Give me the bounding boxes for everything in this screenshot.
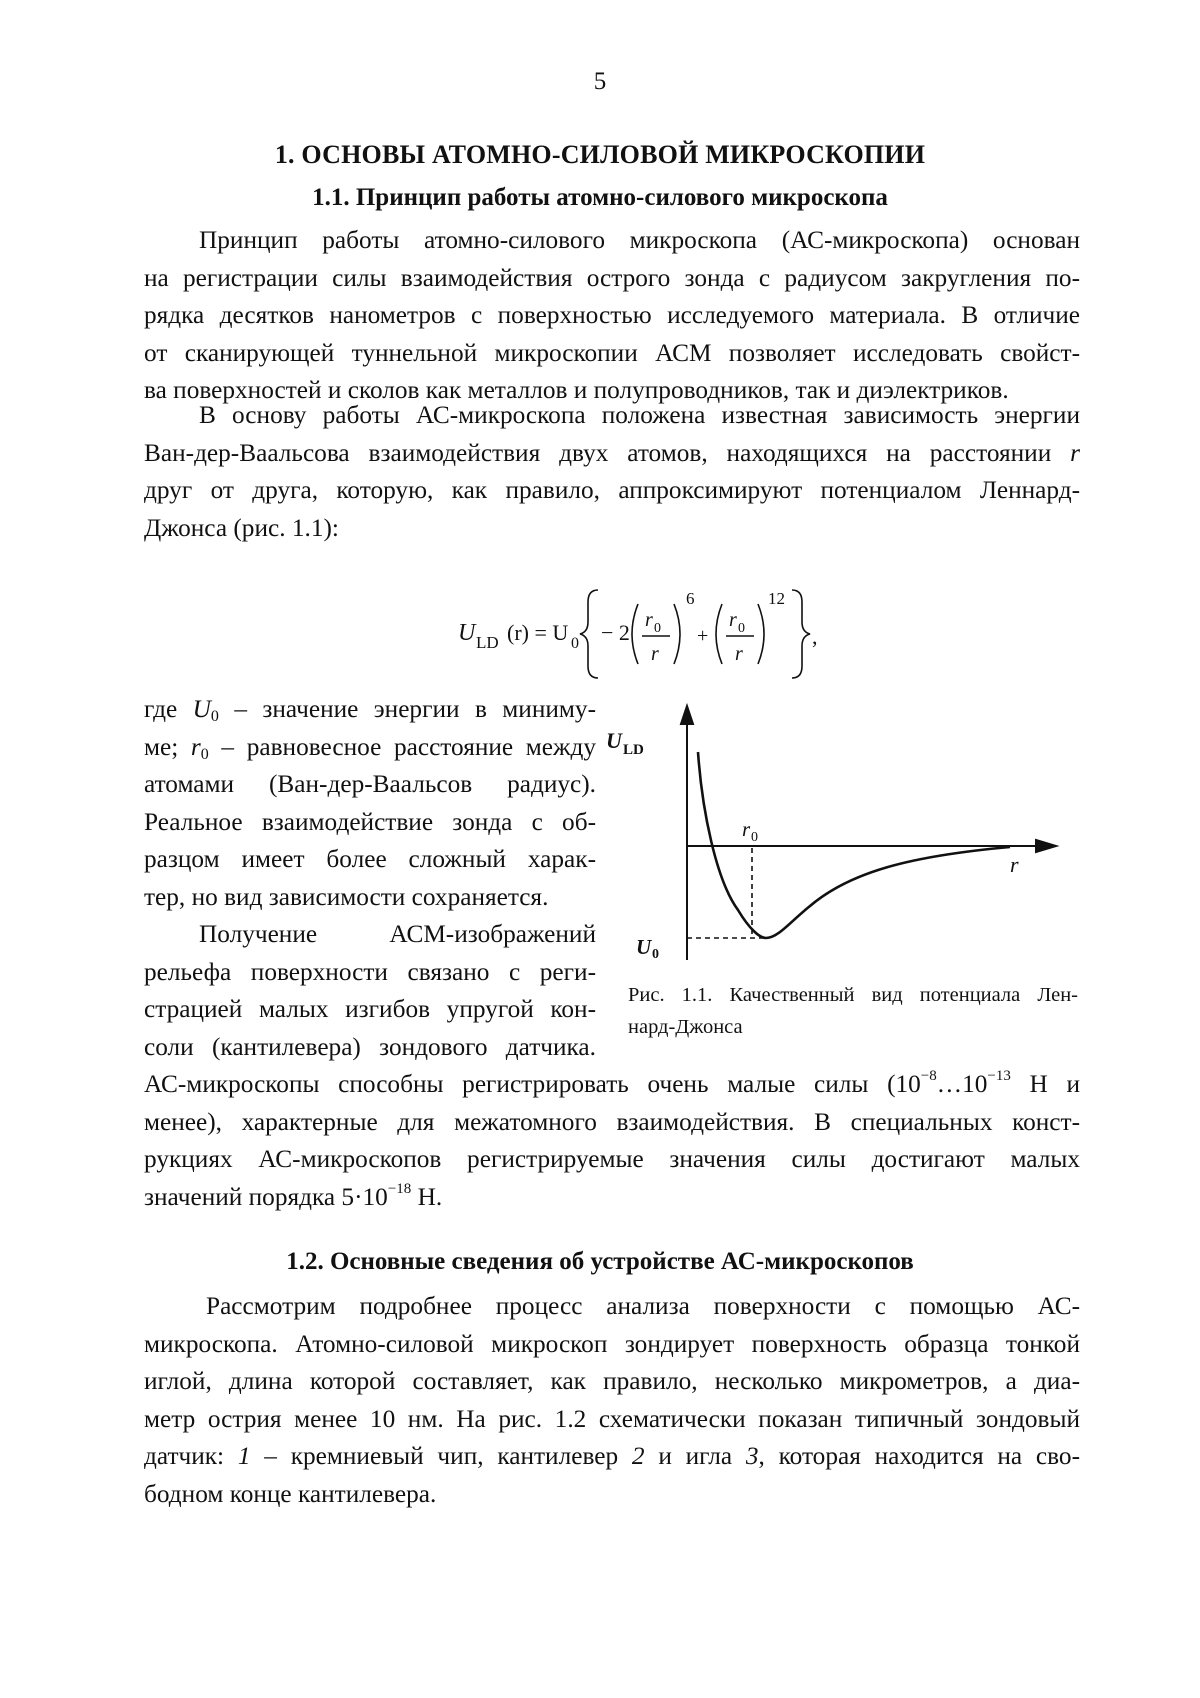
right-paren [758,604,764,664]
formula-u0-subscript: 0 [571,635,579,652]
paragraph-2 [144,397,1080,547]
y-axis-arrow [681,706,693,724]
line-text: ме; [144,732,191,761]
paragraph-line: метр острия менее 10 нм. На рис. 1.2 схематически показан типичный зондовый [144,1404,1080,1433]
r0-label: r [742,817,751,841]
paragraph-line [144,691,596,729]
line-text: – равновесное расстояние между [208,732,597,761]
right-paren [674,604,680,664]
paragraph-line: соли (кантилевера) зондового датчика. [144,1032,596,1061]
paragraph-line: рельефа поверхности связано с реги- [144,957,596,986]
line-text: и игла [644,1442,746,1470]
label-1: 1 [237,1442,251,1470]
subscript: 0 [210,708,219,725]
label-3: 3 [745,1442,759,1470]
paragraph-line: атомами (Ван-дер-Ваальсов радиус). [144,770,596,798]
fraction-numerator-r: r [645,609,653,631]
paragraph-line [144,1179,1080,1217]
u0-label: U [636,935,652,959]
page-number: 5 [593,68,607,95]
paragraph-line: иглой, длина которой составляет, как правило, несколько микрометров, а диа- [144,1367,1080,1395]
line-text: АС-микроскопы способны регистрировать очень малые силы (10 [144,1070,921,1098]
section-1-1-title: 1.1. Принцип работы атомно-силового микроскопа [312,184,888,211]
paragraph-line: микроскопа. Атомно-силовой микроскоп зондирует поверхность образца тонкой [144,1329,1080,1358]
superscript: −8 [920,1068,937,1084]
section-1-2-title: 1.2. Основные сведения об устройстве АС-микроскопов [286,1248,914,1275]
formula-minus-two: − 2 [601,620,630,645]
line-text: – значение энергии в миниму- [218,695,597,723]
formula-u-symbol: U [458,620,476,646]
paragraph-line: тер, но вид зависимости сохраняется. [144,882,549,911]
paragraph-line: разцом имеет более сложный харак- [144,845,596,873]
paragraph-line: рядка десятков нанометров с поверхностью исследуемого материала. В отличие [144,301,1080,329]
symbol-u: U [192,695,211,723]
paragraph-line: менее), характерные для межатомного взаимодействия. В специальных конст- [144,1107,1080,1136]
line-text: – кремниевый чип, кантилевер [250,1442,632,1470]
x-axis-arrow [1036,840,1056,852]
paragraph-line: от сканирующей туннельной микроскопии АСМ позволяет исследовать свойст- [144,338,1080,367]
paragraph-line: на регистрации силы взаимодействия острого зонда с радиусом закругления по- [144,263,1080,292]
fraction-numerator-sub: 0 [654,621,661,636]
lennard-jones-formula [458,582,858,682]
caption-line: Рис. 1.1. Качественный вид потенциала Лен- [628,984,1078,1006]
paragraph-line: Рассмотрим подробнее процесс анализа поверхности с помощью АС- [206,1292,1080,1320]
u0-label-sub: 0 [652,947,659,962]
left-paren [632,604,638,664]
line-text: Н и [1010,1070,1080,1098]
paragraph-line: Джонса (рис. 1.1): [144,513,339,542]
paragraph-1 [144,222,1080,410]
fraction-numerator-sub: 0 [738,621,745,636]
line-text: , которая находится на сво- [758,1442,1081,1470]
paragraph-line [144,1066,1080,1104]
formula-comma: , [812,624,818,649]
paragraph-5 [144,1288,1080,1513]
fraction-numerator-r: r [729,609,737,631]
paragraph-line: Принцип работы атомно-силового микроскопа (АС-микроскопа) основан [199,226,1080,254]
formula-lhs-arg: (r) = U [507,620,569,645]
r0-label-sub: 0 [751,830,758,845]
x-axis-label: r [1010,852,1019,877]
exponent-6: 6 [686,589,695,608]
subscript: 0 [200,745,209,763]
figure-caption [628,979,1078,1043]
left-brace [580,590,598,678]
formula-plus: + [697,625,709,647]
line-text: Ван-дер-Ваальсова взаимодействия двух атомов, находящихся на расстоянии [144,438,1052,467]
figure-1-1-potential-graph [606,700,1080,980]
fraction-denominator-r: r [735,643,743,665]
left-paren [716,604,722,664]
paragraph-3 [144,691,596,916]
paragraph-line: ва поверхностей и сколов как металлов и полупроводников, так и диэлектриков. [144,376,1009,404]
superscript: −18 [387,1180,412,1197]
formula-ld-subscript: LD [476,633,499,652]
paragraph-line: Получение АСМ-изображений [199,920,596,948]
line-text: …10 [936,1070,988,1098]
label-2: 2 [631,1442,645,1470]
paragraph-line: В основу работы АС-микроскопа положена известная зависимость энергии [199,401,1080,429]
paragraph-line [144,1438,1080,1476]
paragraph-line: рукциях АС-микроскопов регистрируемые значения силы достигают малых [144,1145,1080,1173]
exponent-12: 12 [768,589,785,608]
paragraph-line [144,729,596,767]
line-text: где [144,695,193,723]
line-text: значений порядка 5·10 [144,1182,388,1211]
paragraph-line: страцией малых изгибов упругой кон- [144,995,596,1023]
y-axis-label-sub: LD [623,742,644,758]
caption-line: нард-Джонса [628,1016,743,1038]
line-text: датчик: [144,1442,238,1470]
y-axis-label: U [606,728,622,753]
paragraph-4-narrow [144,916,596,1066]
paragraph-line [144,435,1080,473]
paragraph-line: бодном конце кантилевера. [144,1479,437,1508]
right-brace [792,590,810,678]
fraction-denominator-r: r [651,643,659,665]
superscript: −13 [987,1068,1011,1084]
chapter-title: 1. ОСНОВЫ АТОМНО-СИЛОВОЙ МИКРОСКОПИИ [274,140,926,169]
paragraph-line: друг от друга, которую, как правило, аппроксимируют потенциалом Леннард- [144,476,1080,504]
paragraph-line: Реальное взаимодействие зонда с об- [144,807,596,836]
variable-r: r [1070,438,1081,467]
symbol-r: r [190,732,201,761]
line-text: Н. [411,1182,443,1211]
paragraph-4-full [144,1066,1080,1216]
